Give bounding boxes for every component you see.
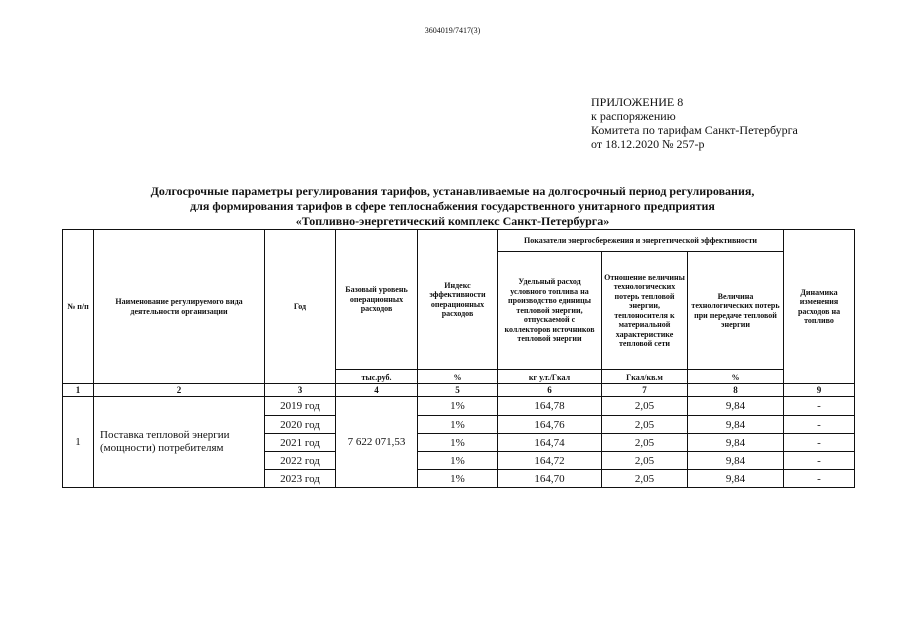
appendix-line: от 18.12.2020 № 257-р: [591, 137, 705, 151]
column-number: 4: [336, 384, 418, 397]
cell-losses: 9,84: [688, 416, 784, 434]
cell-dynamics: -: [784, 397, 855, 416]
service-name: Поставка тепловой энергии (мощности) потребителям: [94, 397, 265, 488]
column-number: 6: [498, 384, 602, 397]
cell-index: 1%: [418, 434, 498, 452]
document-number: 3604019/7417(3): [424, 26, 481, 35]
cell-ratio: 2,05: [602, 470, 688, 488]
cell-index: 1%: [418, 397, 498, 416]
table-row: [63, 397, 855, 416]
cell-losses: 9,84: [688, 397, 784, 416]
cell-ratio: 2,05: [602, 416, 688, 434]
unit-tech-losses: %: [688, 370, 784, 384]
cell-losses: 9,84: [688, 434, 784, 452]
cell-fuel: 164,70: [498, 470, 602, 488]
column-number: 5: [418, 384, 498, 397]
header-base-level: Базовый уровень операционных расходов: [336, 230, 418, 370]
header-tech-losses: Величина технологических потерь при передаче тепловой энергии: [688, 252, 784, 370]
unit-loss-ratio: Гкал/кв.м: [602, 370, 688, 384]
cell-index: 1%: [418, 452, 498, 470]
cell-fuel: 164,78: [498, 397, 602, 416]
header-energy-saving-group: Показатели энергосбережения и энергетической эффективности: [498, 230, 784, 252]
header-loss-ratio: Отношение величины технологических потерь тепловой энергии, теплоносителя к материальной характеристике тепловой сети: [602, 252, 688, 370]
cell-losses: 9,84: [688, 470, 784, 488]
tariff-table: [62, 229, 855, 488]
cell-year: 2021 год: [265, 434, 336, 452]
column-number: 7: [602, 384, 688, 397]
unit-efficiency-index: %: [418, 370, 498, 384]
document-title: [60, 184, 845, 229]
cell-losses: 9,84: [688, 452, 784, 470]
title-line: Долгосрочные параметры регулирования тарифов, устанавливаемые на долгосрочный период регулирования,: [150, 184, 755, 198]
header-fuel-dynamics: Динамика изменения расходов на топливо: [784, 230, 855, 384]
cell-ratio: 2,05: [602, 452, 688, 470]
header-activity: Наименование регулируемого вида деятельности организации: [94, 230, 265, 384]
cell-year: 2020 год: [265, 416, 336, 434]
cell-index: 1%: [418, 416, 498, 434]
appendix-line: Комитета по тарифам Санкт-Петербурга: [591, 123, 798, 137]
header-specific-fuel: Удельный расход условного топлива на производство единицы тепловой энергии, отпускаемой с коллекторов источников тепловой энергии: [498, 252, 602, 370]
column-number: 9: [784, 384, 855, 397]
cell-year: 2023 год: [265, 470, 336, 488]
title-line: «Топливно-энергетический комплекс Санкт-Петербурга»: [295, 214, 610, 228]
base-level-value: 7 622 071,53: [336, 397, 418, 488]
cell-fuel: 164,74: [498, 434, 602, 452]
header-num: № п/п: [63, 230, 94, 384]
row-number: 1: [63, 397, 94, 488]
column-number: 3: [265, 384, 336, 397]
cell-fuel: 164,72: [498, 452, 602, 470]
cell-dynamics: -: [784, 470, 855, 488]
cell-year: 2022 год: [265, 452, 336, 470]
unit-specific-fuel: кг у.т./Гкал: [498, 370, 602, 384]
title-line: для формирования тарифов в сфере теплоснабжения государственного унитарного предприятия: [190, 199, 715, 213]
column-number: 8: [688, 384, 784, 397]
header-efficiency-index: Индекс эффективности операционных расходов: [418, 230, 498, 370]
appendix-line: к распоряжению: [591, 109, 676, 123]
cell-dynamics: -: [784, 416, 855, 434]
column-number: 1: [63, 384, 94, 397]
cell-ratio: 2,05: [602, 434, 688, 452]
header-year: Год: [265, 230, 336, 384]
cell-index: 1%: [418, 470, 498, 488]
cell-fuel: 164,76: [498, 416, 602, 434]
appendix-line: ПРИЛОЖЕНИЕ 8: [591, 95, 684, 109]
column-number: 2: [94, 384, 265, 397]
unit-base-level: тыс.руб.: [336, 370, 418, 384]
appendix-block: [591, 95, 798, 151]
cell-ratio: 2,05: [602, 397, 688, 416]
cell-dynamics: -: [784, 434, 855, 452]
cell-year: 2019 год: [265, 397, 336, 416]
cell-dynamics: -: [784, 452, 855, 470]
